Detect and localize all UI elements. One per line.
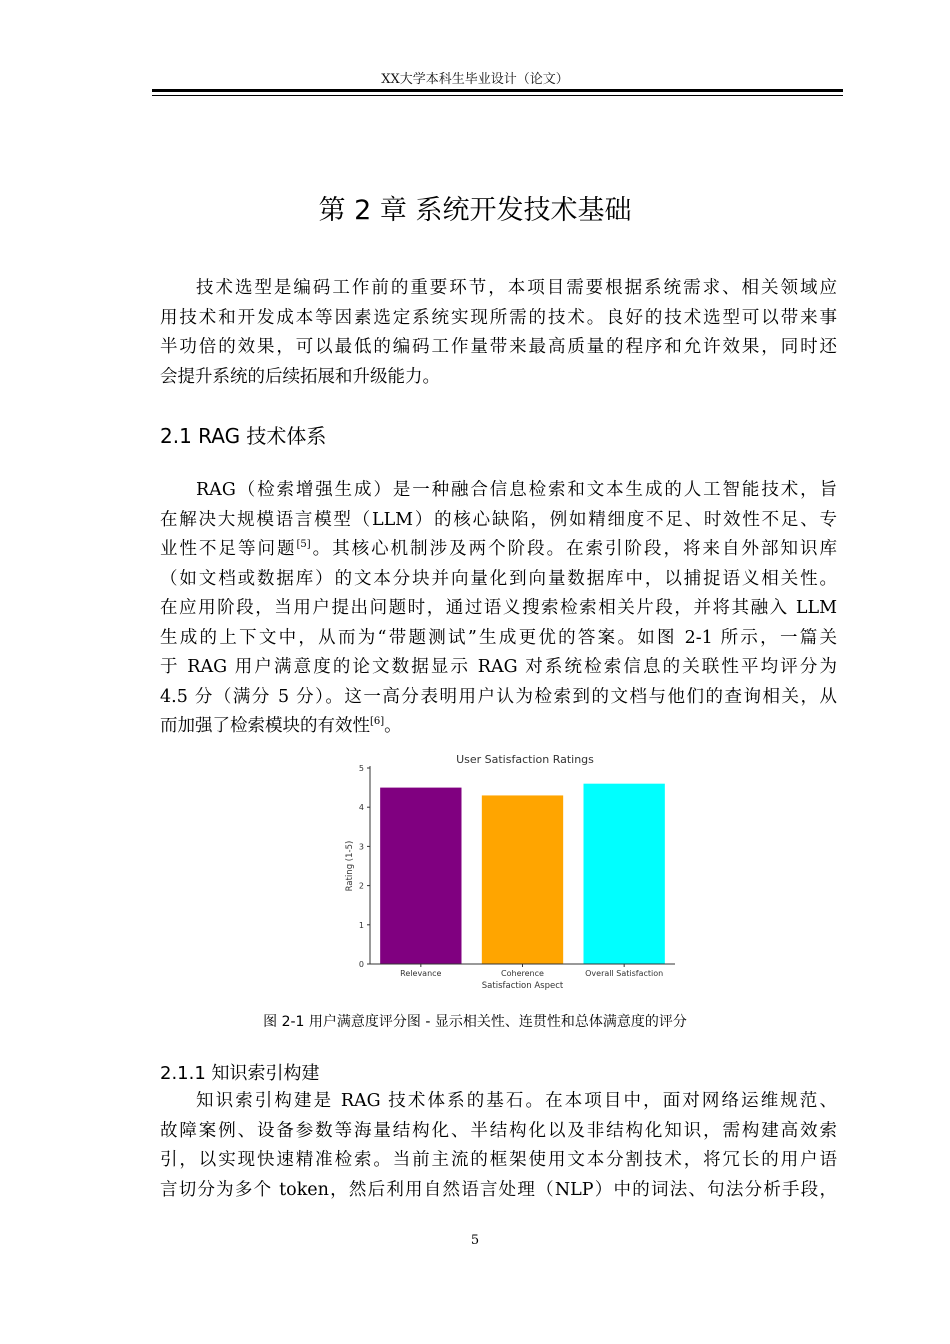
kb-line: 知识索引构建是 RAG 技术体系的基石。在本项目中，面对网络运维规范、 [196,1091,837,1111]
rag-line-text: 。其核心机制涉及两个阶段。在索引阶段，将来自外部知识库 [310,539,838,559]
y-axis-label: Rating (1-5) [345,840,355,892]
y-tick-label: 4 [358,803,364,813]
rag-line: 生成的上下文中，从而为“带题测试”生成更优的答案。如图 2-1 所示，一篇关 [160,627,837,648]
intro-line: 用技术和开发成本等因素选定系统实现所需的技术。良好的技术选型可以带来事 [160,307,837,328]
citation-link[interactable]: [6] [370,716,385,728]
chart-title: User Satisfaction Ratings [456,753,594,766]
kb-paragraph [160,1087,837,1205]
page-number: 5 [470,1233,480,1248]
y-tick-label: 2 [358,881,364,891]
intro-paragraph [160,274,837,392]
rag-line: 在解决大规模语言模型（LLM）的核心缺陷，例如精细度不足、时效性不足、专 [160,509,837,530]
y-tick-label: 5 [358,764,364,773]
x-tick-label: Relevance [400,969,442,978]
rag-line-text: 业性不足等问题 [160,539,297,559]
intro-line: 半功倍的效果，可以最低的编码工作量带来最高质量的程序和允许效果，同时还 [160,337,837,357]
kb-line: 引，以实现快速精准检索。当前主流的框架使用文本分割技术，将冗长的用户语 [160,1150,837,1170]
kb-line: 故障案例、设备参数等海量结构化、半结构化以及非结构化知识，需构建高效索 [160,1120,837,1141]
satisfaction-bar-chart [330,748,680,993]
rag-line: 于 RAG 用户满意度的论文数据显示 RAG 对系统检索信息的关联性平均评分为 [160,657,837,677]
bar-coherence [482,795,563,964]
rag-line [160,535,837,565]
x-axis-label: Satisfaction Aspect [481,981,564,991]
kb-line: 言切分为多个 token，然后利用自然语言处理（NLP）中的词法、句法分析手段， [160,1179,837,1200]
section-heading: 2.1 RAG 技术体系 [160,424,327,448]
y-tick-label: 3 [358,842,364,852]
rag-line: 4.5 分（满分 5 分）。这一高分表明用户认为检索到的文档与他们的查询相关，从 [160,686,837,707]
bar-overall-satisfaction [584,784,665,964]
intro-line: 会提升系统的后续拓展和升级能力。 [160,366,440,387]
running-header: XX大学本科生毕业设计（论文） [381,72,569,87]
chapter-title: 第 2 章 系统开发技术基础 [318,195,632,226]
rag-line: RAG（检索增强生成）是一种融合信息检索和文本生成的人工智能技术，旨 [196,480,837,500]
figure-caption: 图 2-1 用户满意度评分图 - 显示相关性、连贯性和总体满意度的评分 [263,1014,687,1030]
subsection-heading: 2.1.1 知识索引构建 [160,1063,320,1084]
header-rule-thin [152,95,843,96]
intro-line: 技术选型是编码工作前的重要环节，本项目需要根据系统需求、相关领域应 [196,278,837,298]
rag-line-text: 而加强了检索模块的有效性 [160,716,370,736]
rag-line: （如文档或数据库）的文本分块并向量化到向量数据库中，以捕捉语义相关性。 [160,568,837,589]
bar-relevance [380,788,461,964]
header-rule-thick [152,89,843,92]
x-tick-label: Overall Satisfaction [585,969,664,978]
x-tick-label: Coherence [501,969,544,978]
rag-line: 在应用阶段，当用户提出问题时，通过语义搜索检索相关片段，并将其融入 LLM [160,598,837,618]
rag-line [160,712,837,742]
y-tick-label: 1 [358,920,364,930]
citation-link[interactable]: [5] [296,539,311,551]
y-tick-label: 0 [358,960,364,969]
rag-line-text: 。 [384,716,402,736]
rag-paragraph [160,476,837,742]
